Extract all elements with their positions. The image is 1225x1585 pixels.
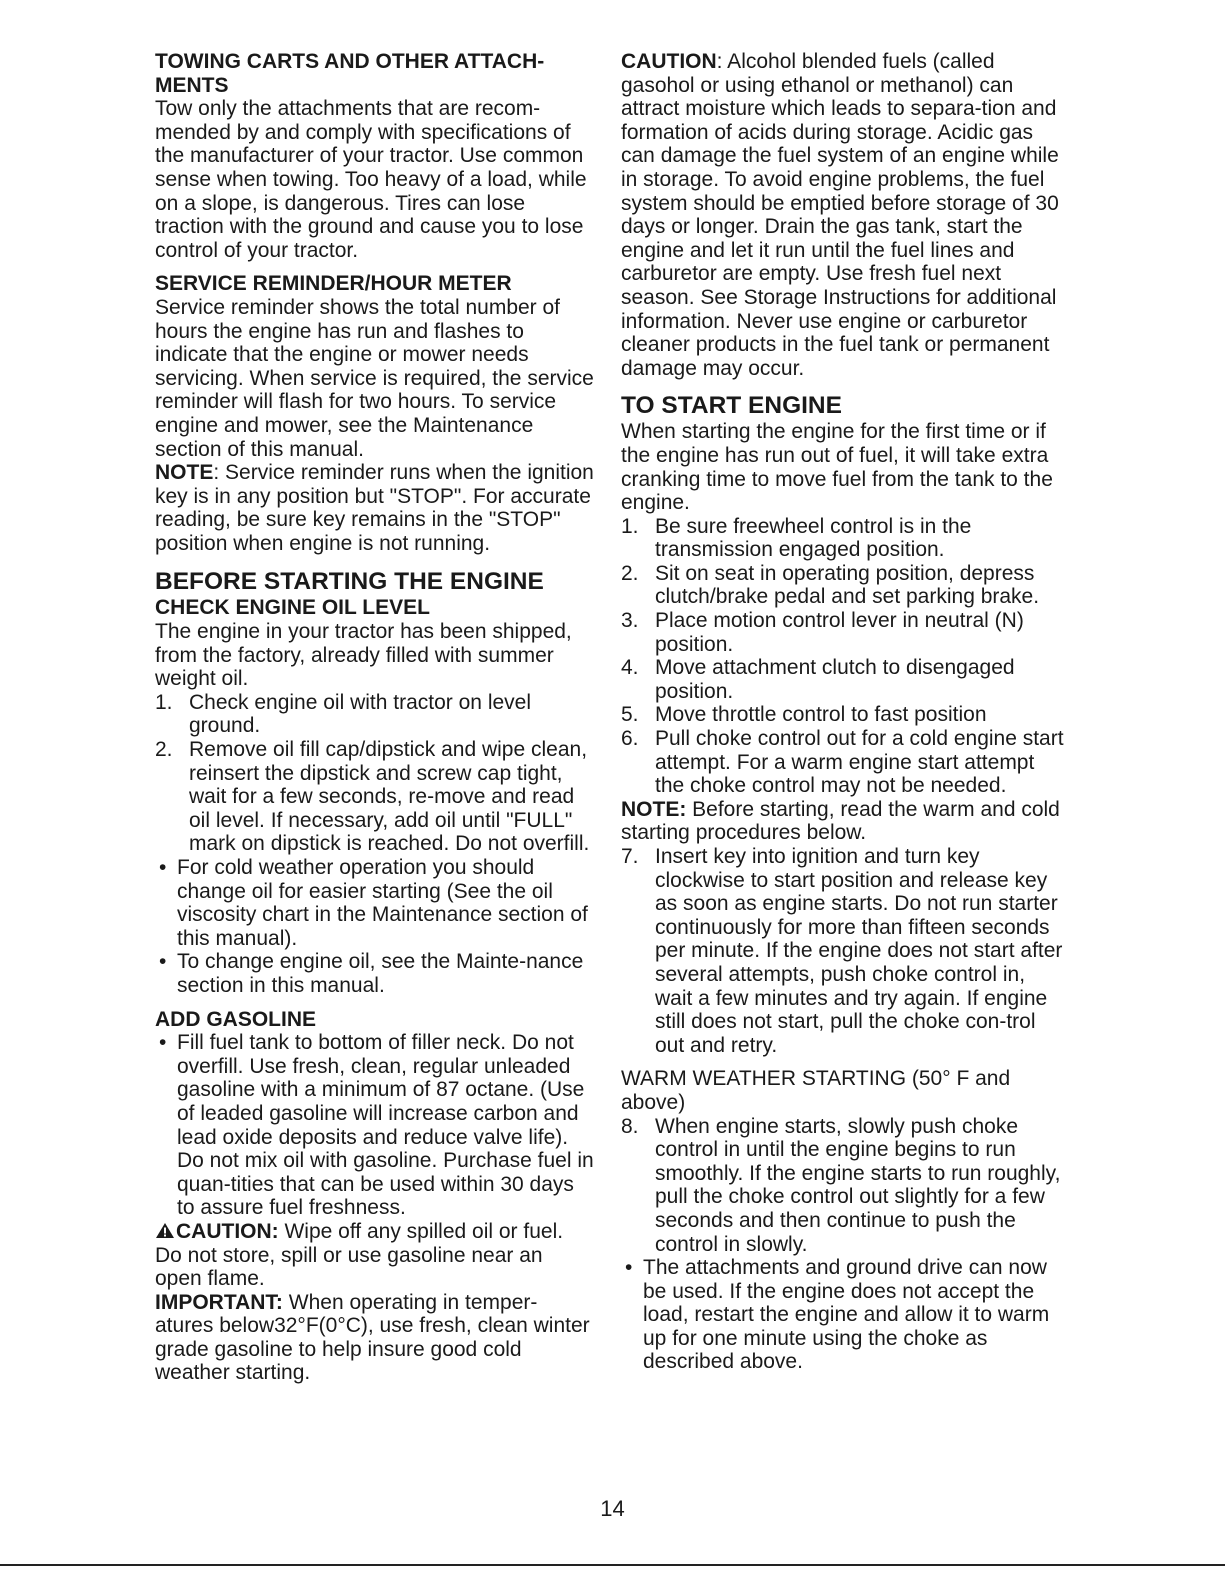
list-item (155, 738, 595, 856)
service-note-label: NOTE (155, 461, 214, 485)
step-number: 8. (621, 1114, 639, 1138)
important-note (155, 1291, 595, 1385)
list-item (621, 656, 1066, 703)
warm-weather-heading: WARM WEATHER STARTING (50° F and above) (621, 1067, 1011, 1114)
bullet-icon: • (625, 1256, 633, 1280)
step-number: 7. (621, 845, 639, 868)
bullet-icon: • (159, 950, 167, 974)
step-number: 3. (621, 609, 639, 633)
list-item (621, 1115, 1066, 1257)
step-number: 6. (621, 727, 639, 751)
list-item (621, 515, 1066, 562)
bullet-text: Fill fuel tank to bottom of filler neck. Do not overfill. Use fresh, clean, regular unleaded gasoline with a minimum of 87 octane. (Use of leaded gasoline will increase carbon and lead oxide deposits and reduce valve life). Do not mix oil with gasoline. Purchase fuel in quan-tities that can be used within 30 days to assure fuel freshness. (177, 1031, 594, 1220)
step-number: 1. (621, 514, 639, 538)
step-text: Remove oil fill cap/dipstick and wipe clean, reinsert the dipstick and screw cap tight, wait for a few seconds, re-move and read oil level. If necessary, add oil until "FULL" mark on dipstick is reached. Do not overfill. (189, 738, 590, 856)
important-label: IMPORTANT: (155, 1290, 283, 1314)
bullet-text: For cold weather operation you should change oil for easier starting (See the oil viscosity chart in the Maintenance section of this manual). (177, 856, 588, 950)
step-number: 4. (621, 656, 639, 680)
warm-bullets (621, 1256, 1066, 1374)
service-note-text: : Service reminder runs when the ignition key is in any position but "STOP". For accurate reading, be sure key remains in the "STOP" position when engine is not running. (155, 461, 594, 555)
alcohol-caution-text: : Alcohol blended fuels (called gasohol or using ethanol or methanol) can attract moisture which leads to separa-tion and formation of acids during storage. Acidic gas can damage the fuel system of an engine while in storage. To avoid engine problems, the fuel system should be emptied before storage of 30 days or longer. Drain the gas tank, start the engine and let it run until the fuel lines and carburetor are empty. Use fresh fuel next season. See Storage Instructions for additional information. Never use engine or carburetor cleaner products in the fuel tank or permanent damage may occur. (621, 50, 1059, 380)
list-item (621, 562, 1066, 609)
important-text: When operating in temper-atures below32°F(0°C), use fresh, clean winter grade gasoline to help insure good cold weather starting. (155, 1290, 590, 1385)
step-text: Move attachment clutch to disengaged position. (655, 656, 1015, 703)
page-number: 14 (600, 1496, 625, 1521)
list-item (155, 856, 595, 950)
left-column (155, 50, 595, 1385)
step-text: Sit on seat in operating position, depress clutch/brake pedal and set parking brake. (655, 561, 1040, 609)
list-item (155, 950, 595, 997)
bullet-icon: • (159, 1031, 167, 1055)
step-text: When engine starts, slowly push choke control in until the engine begins to run smoothly. If the engine starts to run roughly, pull the choke control out slightly for a few seconds and then continue to push the control in slowly. (655, 1114, 1061, 1256)
bullet-text: The attachments and ground drive can now be used. If the engine does not accept the load, restart the engine and allow it to warm up for one minute using the choke as described above. (643, 1256, 1050, 1374)
step-text: Be sure freewheel control is in the transmission engaged position. (655, 514, 972, 562)
warm-steps (621, 1115, 1066, 1257)
bullet-icon: • (159, 856, 167, 879)
alcohol-caution (621, 50, 1066, 380)
service-heading: SERVICE REMINDER/HOUR METER (155, 272, 512, 296)
start-note-label: NOTE: (621, 797, 687, 821)
list-item (621, 845, 1066, 1057)
step-text: Insert key into ignition and turn key clockwise to start position and release key as soon as engine starts. Do not run starter continuously for more than fifteen seconds per minute. If the engine does not start after several attempts, push choke control in, wait a few minutes and try again. If engine still does not start, pull the choke con-trol out and retry. (655, 845, 1063, 1057)
step-text: Place motion control lever in neutral (N) position. (655, 609, 1024, 656)
towing-body: Tow only the attachments that are recom-mended by and comply with specifications of the manufacturer of your tractor. Use common sense when towing. Too heavy of a load, while on a slope, is dangerous. Tires can lose traction with the ground and cause you to lose control of your tractor. (155, 97, 587, 262)
alcohol-caution-label: CAUTION (621, 50, 717, 73)
start-intro: When starting the engine for the first time or if the engine has run out of fuel, it will take extra cranking time to move fuel from the tank to the engine. (621, 420, 1053, 515)
step-number: 2. (621, 561, 639, 585)
bullet-text: To change engine oil, see the Mainte-nance section in this manual. (177, 950, 584, 997)
start-steps (621, 515, 1066, 798)
caution-label: CAUTION: (176, 1219, 279, 1243)
caution-text: Wipe off any spilled oil or fuel. Do not store, spill or use gasoline near an open flame. (155, 1219, 564, 1291)
service-body: Service reminder shows the total number of hours the engine has run and flashes to indicate that the engine or mower needs servicing. When service is required, the service reminder will flash for two hours. To service engine and mower, see the Maintenance section of this manual. (155, 295, 594, 461)
list-item (621, 609, 1066, 656)
step-number: 5. (621, 703, 639, 727)
oil-heading: CHECK ENGINE OIL LEVEL (155, 596, 430, 620)
bottom-divider (0, 1564, 1225, 1566)
start-note-text: Before starting, read the warm and cold starting procedures below. (621, 797, 1060, 845)
start-note (621, 798, 1066, 845)
before-starting-heading: BEFORE STARTING THE ENGINE (155, 568, 544, 596)
oil-bullets (155, 856, 595, 998)
step-number: 2. (155, 738, 173, 762)
step-text: Move throttle control to fast position (655, 703, 987, 727)
list-item (155, 691, 595, 738)
gas-caution (155, 1220, 595, 1291)
oil-steps (155, 691, 595, 856)
oil-intro: The engine in your tractor has been shipped, from the factory, already filled with summer weight oil. (155, 620, 572, 691)
warning-triangle-icon (155, 1222, 175, 1239)
gas-bullets (155, 1031, 595, 1220)
list-item (155, 1031, 595, 1220)
list-item (621, 727, 1066, 798)
towing-heading: TOWING CARTS AND OTHER ATTACH-MENTS (155, 50, 545, 97)
step-text: Check engine oil with tractor on level ground. (189, 690, 532, 738)
right-column (621, 50, 1066, 1374)
step-text: Pull choke control out for a cold engine start attempt. For a warm engine start attempt the choke control may not be needed. (655, 727, 1064, 798)
step-number: 1. (155, 690, 173, 714)
start-engine-heading: TO START ENGINE (621, 392, 842, 420)
list-item (621, 703, 1066, 727)
gas-heading: ADD GASOLINE (155, 1007, 317, 1031)
start-steps-continued (621, 845, 1066, 1057)
list-item (621, 1256, 1066, 1374)
service-note (155, 461, 595, 555)
